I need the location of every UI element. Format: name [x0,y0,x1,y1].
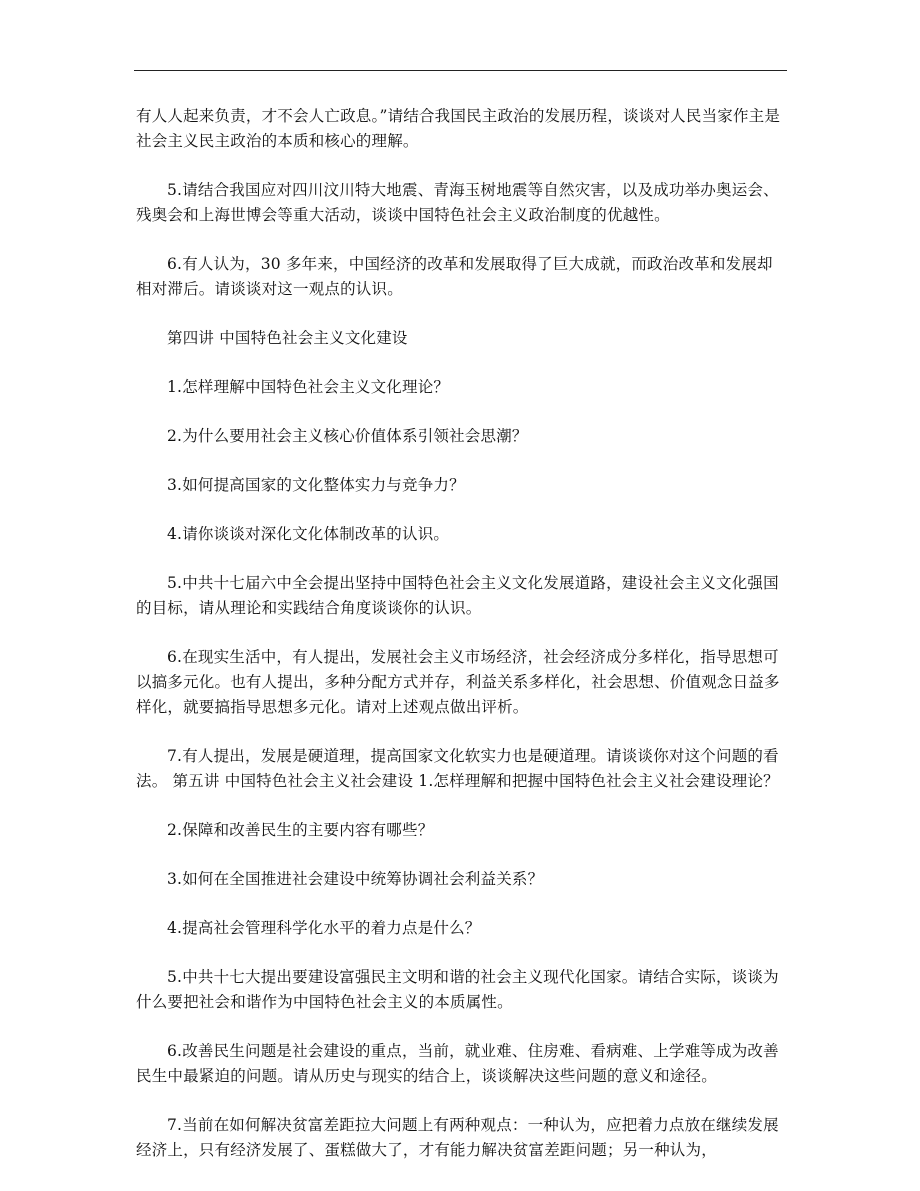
paragraph-question-7-culture-and-lecture-5: 7.有人提出，发展是硬道理，提高国家文化软实力也是硬道理。请谈谈你对这个问题的看法。 第五讲 中国特色社会主义社会建设 1.怎样理解和把握中国特色社会主义社会建设理论？ [136,747,779,790]
paragraph-question-4-culture: 4.请你谈谈对深化文化体制改革的认识。 [167,525,450,543]
paragraph-continuation: 有人人起来负责，才不会人亡政息。”请结合我国民主政治的发展历程，谈谈对人民当家作主是社会主义民主政治的本质和核心的理解。 [136,107,781,150]
paragraph-question-2-culture: 2.为什么要用社会主义核心价值体系引领社会思潮？ [167,427,528,445]
paragraph-question-1-culture: 1.怎样理解中国特色社会主义文化理论？ [167,378,450,396]
document-body [136,104,786,1187]
paragraph-question-6-politics: 6.有人认为，30 多年来，中国经济的改革和发展取得了巨大成就，而政治改革和发展却相对滞后。请谈谈对这一观点的认识。 [136,255,773,298]
paragraph-question-6-society: 6.改善民生问题是社会建设的重点，当前，就业难、住房难、看病难、上学难等成为改善民生中最紧迫的问题。请从历史与现实的结合上，谈谈解决这些问题的意义和途径。 [136,1042,779,1085]
paragraph-question-4-society: 4.提高社会管理科学化水平的着力点是什么？ [167,919,481,937]
paragraph-question-2-society: 2.保障和改善民生的主要内容有哪些？ [167,821,434,839]
section-heading-lecture-4: 第四讲 中国特色社会主义文化建设 [167,329,408,347]
paragraph-question-7-society: 7.当前在如何解决贫富差距拉大问题上有两种观点：一种认为，应把着力点放在继续发展经济上，只有经济发展了、蛋糕做大了，才有能力解决贫富差距问题；另一种认为， [136,1116,779,1159]
header-rule [134,70,787,71]
paragraph-question-5-culture: 5.中共十七届六中全会提出坚持中国特色社会主义文化发展道路，建设社会主义文化强国的目标，请从理论和实践结合角度谈谈你的认识。 [136,574,779,617]
paragraph-question-3-society: 3.如何在全国推进社会建设中统筹协调社会利益关系？ [167,870,544,888]
paragraph-question-5-politics: 5.请结合我国应对四川汶川特大地震、青海玉树地震等自然灾害，以及成功举办奥运会、残奥会和上海世博会等重大活动，谈谈中国特色社会主义政治制度的优越性。 [136,181,779,224]
paragraph-question-3-culture: 3.如何提高国家的文化整体实力与竞争力？ [167,476,465,494]
paragraph-question-5-society: 5.中共十七大提出要建设富强民主文明和谐的社会主义现代化国家。请结合实际，谈谈为什么要把社会和谐作为中国特色社会主义的本质属性。 [136,968,779,1011]
paragraph-question-6-culture: 6.在现实生活中，有人提出，发展社会主义市场经济，社会经济成分多样化，指导思想可以搞多元化。也有人提出，多种分配方式并存，利益关系多样化，社会思想、价值观念日益多样化，就要搞指导思想多元化。请对上述观点做出评析。 [136,648,780,716]
